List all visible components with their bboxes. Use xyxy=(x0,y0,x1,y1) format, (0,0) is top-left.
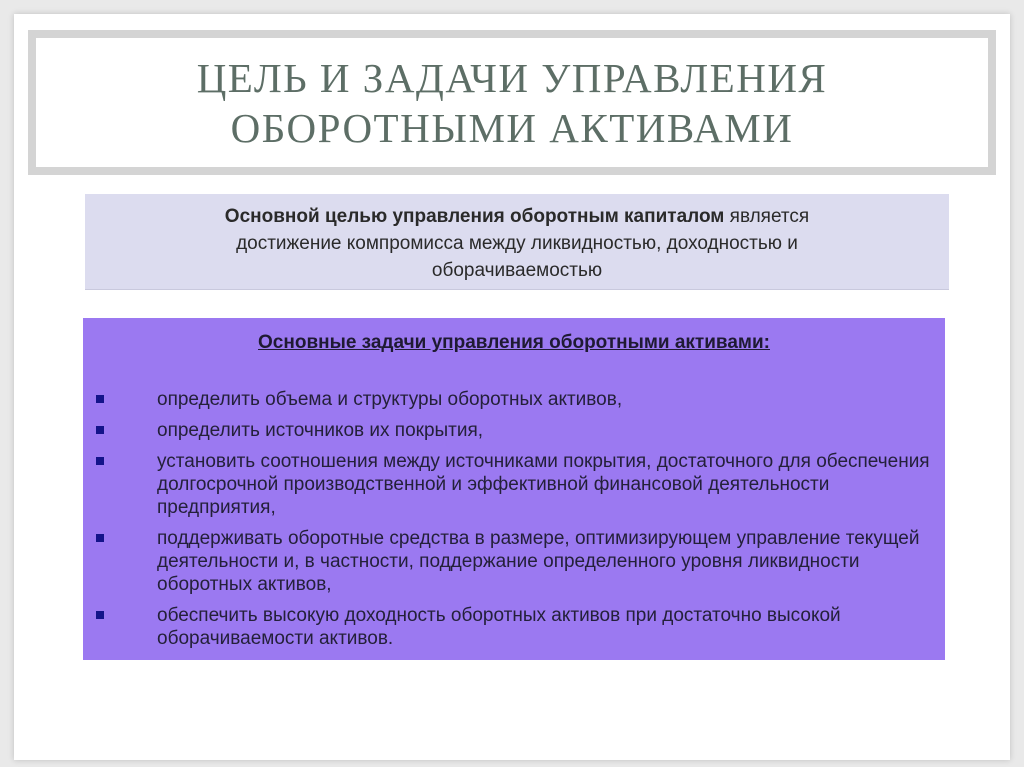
task-text: определить источников их покрытия, xyxy=(157,420,484,441)
square-bullet-icon xyxy=(96,426,104,434)
goal-line-2: достижение компромисса между ликвидностью, доходностью и xyxy=(236,233,798,254)
tasks-heading: Основные задачи управления оборотными активами: xyxy=(258,332,770,353)
task-text: определить объема и структуры оборотных активов, xyxy=(157,389,623,410)
list-item xyxy=(83,527,945,596)
goal-panel xyxy=(85,194,949,290)
list-item xyxy=(83,450,945,519)
list-item xyxy=(83,388,945,411)
list-item xyxy=(83,604,945,650)
tasks-list xyxy=(83,388,945,658)
task-text: поддерживать оборотные средства в размере, оптимизирующем управление текущей деятельности и, в частности, поддержание определенного уровня ликвидности оборотных активов, xyxy=(157,528,920,595)
square-bullet-icon xyxy=(96,395,104,403)
task-text: обеспечить высокую доходность оборотных активов при достаточно высокой оборачиваемости активов. xyxy=(157,605,841,649)
goal-line-1 xyxy=(85,203,949,230)
square-bullet-icon xyxy=(96,534,104,542)
square-bullet-icon xyxy=(96,611,104,619)
goal-line-3: оборачиваемостью xyxy=(431,260,603,281)
title-line-1: ЦЕЛЬ И ЗАДАЧИ УПРАВЛЕНИЯ xyxy=(196,54,828,101)
task-text: установить соотношения между источниками покрытия, достаточного для обеспечения долгосрочной производственной и эффективной финансовой деятельности предприятия, xyxy=(157,451,930,518)
goal-text-after-bold: является xyxy=(724,206,810,227)
slide-title xyxy=(28,30,996,175)
tasks-panel xyxy=(83,318,945,660)
goal-bold-text: Основной целью управления оборотным капиталом xyxy=(224,206,725,227)
title-line-2: ОБОРОТНЫМИ АКТИВАМИ xyxy=(230,104,794,151)
list-item xyxy=(83,419,945,442)
square-bullet-icon xyxy=(96,457,104,465)
